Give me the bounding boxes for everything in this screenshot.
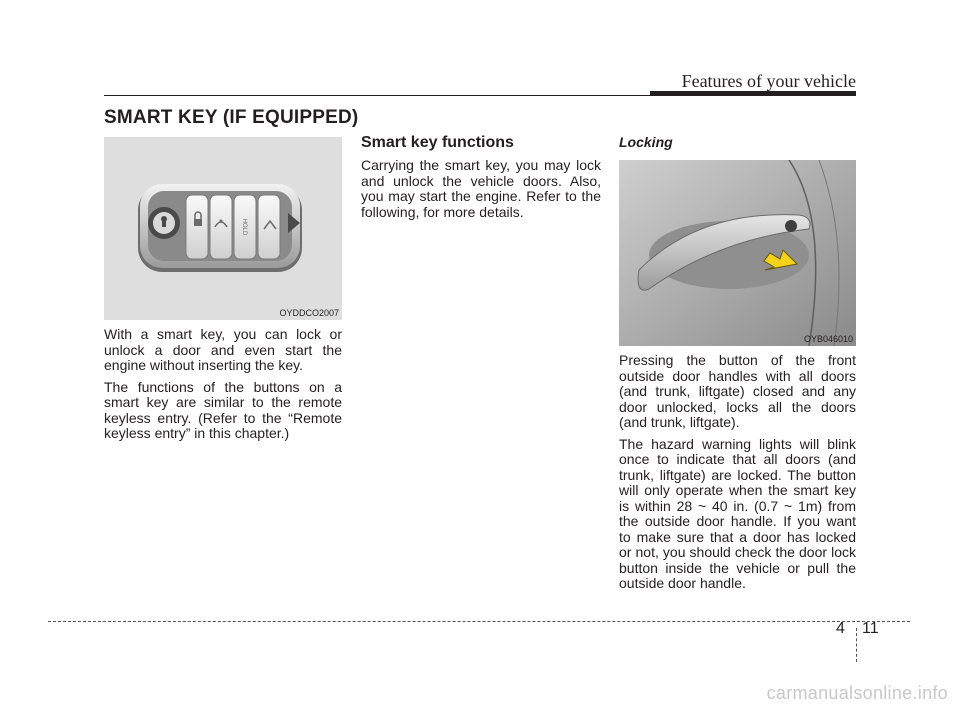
subsection-heading: Smart key functions: [361, 134, 514, 151]
section-title: SMART KEY (IF EQUIPPED): [104, 107, 359, 128]
paragraph: The functions of the buttons on a smart key are similar to the remote keyless entry. (Refer to the “Remote keyless entry” in this chapter.): [104, 378, 342, 441]
footer-rule: [48, 621, 910, 622]
paragraph: Carrying the smart key, you may lock and unlock the vehicle doors. Also, you may start the engine. Refer to the following, for more details.: [361, 157, 601, 220]
page-number: 11: [862, 620, 879, 637]
figure-code: OYB046010: [803, 334, 853, 344]
chapter-number: 4: [836, 620, 845, 637]
door-handle-figure: [619, 160, 856, 346]
column-2-text: [361, 134, 601, 220]
column-3-text: [619, 353, 856, 592]
figure-code: OYDDCO2007: [279, 308, 339, 318]
door-handle-illustration: [619, 160, 856, 346]
smart-key-figure: [104, 137, 342, 320]
locking-heading: Locking: [619, 134, 673, 150]
paragraph: The hazard warning lights will blink once to indicate that all doors (and trunk, liftgate) are locked. The button will only operate when the smart key is within 28 ~ 40 in. (0.7 ~ 1m) from the outside door handle. If you want to make sure that a door has locked or not, you should check the door lock button inside the vehicle or pull the outside door handle.: [619, 435, 856, 591]
smart-key-illustration: [104, 137, 342, 320]
header-accent-bar: [650, 91, 856, 96]
watermark: carmanualsonline.info: [766, 683, 948, 703]
page-number-divider: [856, 628, 857, 662]
column-1-text: [104, 327, 342, 442]
paragraph: With a smart key, you can lock or unlock a door and even start the engine without inserting the key.: [104, 326, 342, 373]
hold-label: HOLD: [241, 218, 247, 236]
running-header-title: Features of your vehicle: [681, 71, 856, 91]
paragraph: Pressing the button of the front outside door handles with all doors (and trunk, liftgate) closed and any door unlocked, locks all the doors (and trunk, liftgate).: [619, 352, 856, 430]
